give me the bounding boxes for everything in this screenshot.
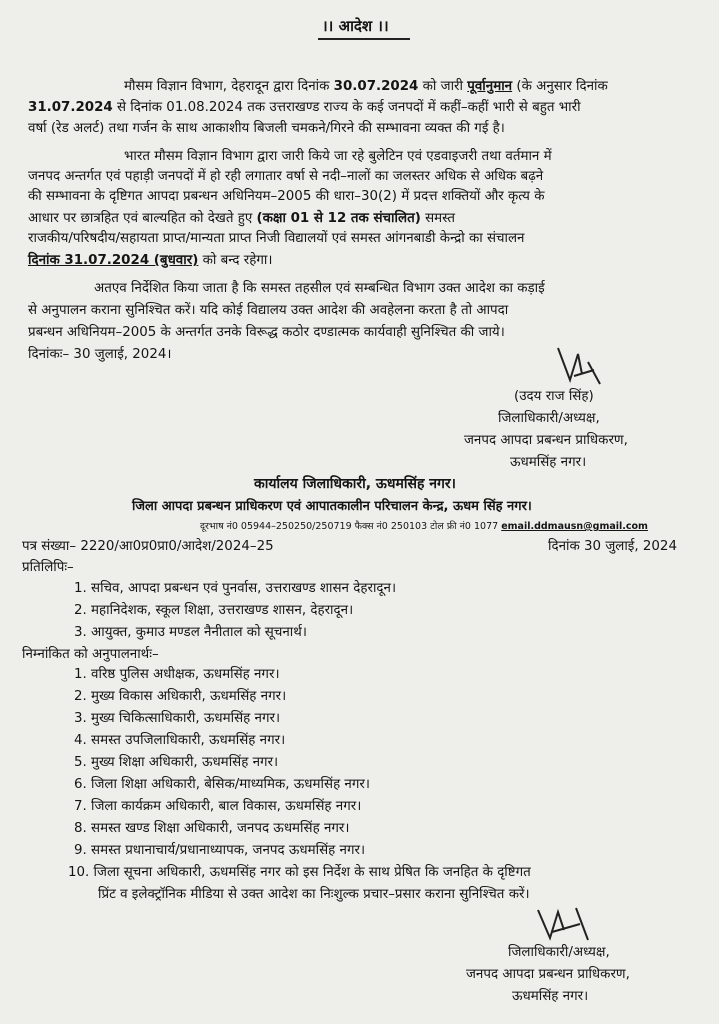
para2-classes: (कक्षा 01 से 12 तक संचालित) — [256, 211, 421, 226]
sig2-authority: जनपद आपदा प्रबन्धन प्राधिकरण, — [466, 967, 630, 982]
letter-date: दिनांक 30 जुलाई, 2024 — [548, 539, 677, 554]
contact-numbers: दूरभाष नं0 05944–250250/250719 फैक्स नं0 250103 टोल फ्री नं0 1077 — [200, 521, 502, 532]
para1-forecast: पूर्वानुमान — [467, 79, 513, 94]
compliance-item: 3. मुख्य चिकित्साधिकारी, ऊधमसिंह नगर। — [74, 711, 281, 726]
para2-line3: की सम्भावना के दृष्टिगत आपदा प्रबन्धन अधिनियम–2005 की धारा–30(2) में प्रदत्त शक्तियों और कृत्य के — [28, 189, 545, 204]
compliance-item: 6. जिला शिक्षा अधिकारी, बेसिक/माध्यमिक, ऊधमसिंह नगर। — [74, 777, 370, 792]
para2-text-closed: को बन्द रहेगा। — [198, 253, 273, 268]
compliance-item: 5. मुख्य शिक्षा अधिकारी, ऊधमसिंह नगर। — [74, 755, 279, 770]
office-line2: जिला आपदा प्रबन्धन प्राधिकरण एवं आपातकालीन परिचालन केन्द्र, ऊधम सिंह नगर। — [132, 499, 532, 514]
closure-date: दिनांक 31.07.2024 (बुधवार) — [28, 253, 199, 268]
office-line1: कार्यालय जिलाधिकारी, ऊधमसिंह नगर। — [254, 476, 456, 492]
compliance-item-10-line1: 10. जिला सूचना अधिकारी, ऊधमसिंह नगर को इस निर्देश के साथ प्रेषित कि जनहित के दृष्टिगत — [68, 865, 531, 880]
compliance-item: 1. वरिष्ठ पुलिस अधीक्षक, ऊधमसिंह नगर। — [74, 667, 280, 682]
para2-line2: जनपद अन्तर्गत एवं पहाड़ी जनपदों में हो रही लगातार वर्षा से नदी–नालों का जलस्तर अधिक से अधिक बढ़ने — [28, 169, 544, 184]
para1-line3: वर्षा (रेड अलर्ट) तथा गर्जन के साथ आकाशीय बिजली चमकने/गिरने की सम्भावना व्यक्त की गई है। — [28, 121, 505, 136]
para1-date-from: 31.07.2024 — [28, 100, 113, 115]
sig1-name: (उदय राज सिंह) — [514, 389, 594, 404]
sig1-authority: जनपद आपदा प्रबन्धन प्राधिकरण, — [464, 433, 628, 448]
para2-line1: भारत मौसम विज्ञान विभाग द्वारा जारी किये जा रहे बुलेटिन एवं एडवाइजरी तथा वर्तमान में — [124, 149, 552, 164]
para1-text-c: को जारी — [418, 79, 468, 94]
email-address: email.ddmausn@gmail.com — [501, 521, 648, 532]
para2-text-a: आधार पर छात्रहित एवं बाल्यहित को देखते हुए — [28, 211, 257, 226]
para2-text-c: समस्त — [420, 211, 455, 226]
order-title: ।। आदेश ।। — [322, 17, 389, 35]
compliance-item: 9. समस्त प्रधानाचार्य/प्रधानाध्यापक, जनपद ऊधमसिंह नगर। — [74, 843, 366, 858]
para2-line6 — [28, 252, 272, 269]
letter-number: पत्र संख्या– 2220/आ0प्र0प्रा0/आदेश/2024–25 — [22, 539, 274, 554]
para1-line2 — [28, 99, 581, 116]
compliance-item: 8. समस्त खण्ड शिक्षा अधिकारी, जनपद ऊधमसिंह नगर। — [74, 821, 350, 836]
compliance-item: 2. मुख्य विकास अधिकारी, ऊधमसिंह नगर। — [74, 689, 287, 704]
copy-item: 1. सचिव, आपदा प्रबन्धन एवं पुनर्वास, उत्तराखण्ड शासन देहरादून। — [74, 581, 397, 596]
office-contact — [200, 517, 648, 535]
para1-text-a: मौसम विज्ञान विभाग, देहरादून द्वारा दिनांक — [124, 79, 334, 94]
sig1-place: ऊधमसिंह नगर। — [510, 455, 587, 470]
para1-text-range: से दिनांक 01.08.2024 तक उत्तराखण्ड राज्य के कई जनपदों में कहीं–कहीं भारी से बहुत भारी — [112, 100, 581, 115]
compliance-item-10-line2: प्रिंट व इलेक्ट्रॉनिक मीडिया से उक्त आदेश का निःशुल्क प्रचार–प्रसार कराना सुनिश्चित करें। — [98, 887, 530, 902]
sig1-designation: जिलाधिकारी/अध्यक्ष, — [498, 411, 600, 426]
para3-line3: प्रबन्धन अधिनियम–2005 के अन्तर्गत उनके विरूद्ध कठोर दण्डात्मक कार्यवाही सुनिश्चित की जाये। — [28, 325, 505, 340]
para1-line1 — [124, 78, 608, 95]
signature-mark-2 — [530, 900, 600, 950]
para1-text-e: (के अनुसार दिनांक — [512, 79, 608, 94]
title-underline — [318, 38, 410, 40]
copy-heading: प्रतिलिपिः– — [22, 560, 74, 575]
copy-item: 2. महानिदेशक, स्कूल शिक्षा, उत्तराखण्ड शासन, देहरादून। — [74, 603, 354, 618]
para2-line5: राजकीय/परिषदीय/सहायता प्राप्त/मान्यता प्राप्त निजी विद्यालयों एवं समस्त आंगनबाडी केन्द्रो का संचालन — [28, 231, 525, 246]
compliance-item: 7. जिला कार्यक्रम अधिकारी, बाल विकास, ऊधमसिंह नगर। — [74, 799, 362, 814]
para2-line4 — [28, 210, 455, 227]
para3-line2: से अनुपालन कराना सुनिश्चित करें। यदि कोई विद्यालय उक्त आदेश की अवहेलना करता है तो आपदा — [28, 303, 509, 318]
compliance-heading: निम्नांकित को अनुपालनार्थः– — [22, 647, 159, 662]
para3-line1: अतएव निर्देशित किया जाता है कि समस्त तहसील एवं सम्बन्धित विभाग उक्त आदेश का कड़ाई — [94, 281, 545, 296]
sig2-designation: जिलाधिकारी/अध्यक्ष, — [508, 945, 610, 960]
compliance-item: 4. समस्त उपजिलाधिकारी, ऊधमसिंह नगर। — [74, 733, 286, 748]
copy-item: 3. आयुक्त, कुमाउ मण्डल नैनीताल को सूचनार्थ। — [74, 625, 307, 640]
sig2-place: ऊधमसिंह नगर। — [512, 989, 589, 1004]
date-line: दिनांकः– 30 जुलाई, 2024। — [28, 347, 172, 362]
para1-date-issue: 30.07.2024 — [333, 79, 419, 94]
